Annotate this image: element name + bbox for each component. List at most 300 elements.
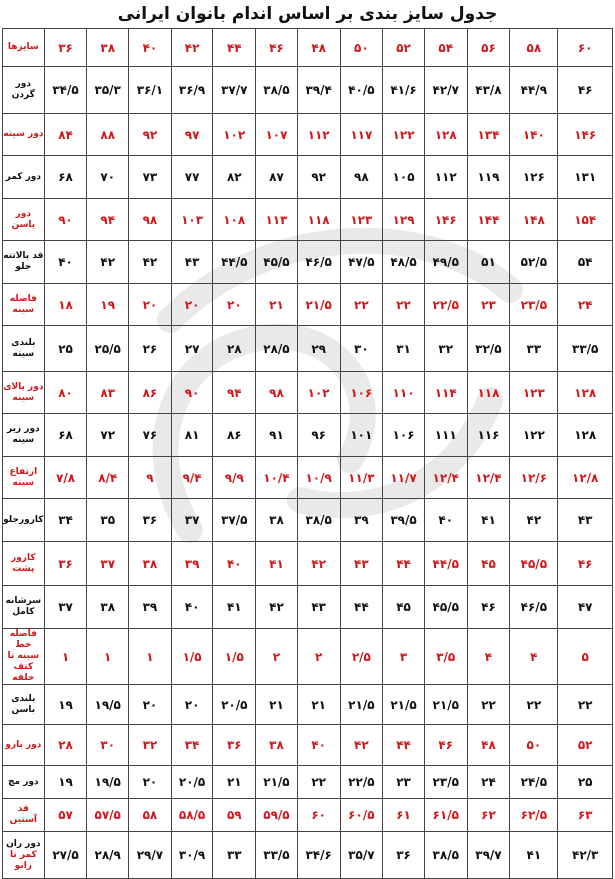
table-cell: ۲۰ [129, 766, 172, 799]
table-cell: ۱ [87, 629, 129, 685]
table-cell: ۴۶ [467, 586, 510, 629]
row-label [3, 457, 45, 499]
table-cell: ۹۸ [256, 372, 298, 414]
table-cell: ۵۹/۵ [256, 799, 298, 832]
table-cell: ۲ [256, 629, 298, 685]
table-cell: ۴۰ [171, 586, 213, 629]
table-cell: ۷۲ [87, 414, 129, 457]
table-cell: ۸۶ [129, 372, 172, 414]
table-cell: ۱۰۷ [256, 114, 298, 156]
table-cell: ۴۸ [467, 725, 510, 766]
table-cell: ۹ [129, 457, 172, 499]
row-label [3, 799, 45, 832]
table-cell: ۵۰ [510, 725, 558, 766]
table-cell: ۴۰ [213, 542, 256, 586]
table-cell: ۱۲۶ [510, 156, 558, 199]
table-cell: ۷۶ [129, 414, 172, 457]
row-label-text: فاصله سینه [9, 293, 37, 315]
table-cell: ۱۱۳ [256, 199, 298, 241]
table-cell: ۳۷ [171, 499, 213, 542]
table-cell: ۶۸ [44, 156, 87, 199]
table-cell: ۲۱/۵ [424, 685, 467, 725]
table-cell: ۳۷/۷ [213, 67, 256, 114]
table-cell: ۲۱ [213, 766, 256, 799]
table-cell: ۳۴/۵ [44, 67, 87, 114]
table-cell: ۳۹/۵ [383, 499, 425, 542]
table-cell: ۹۱ [256, 414, 298, 457]
table-cell: ۴۷ [558, 586, 613, 629]
table-cell: ۴۶/۵ [297, 241, 340, 284]
row-label-text: دور زیر سینه [6, 424, 40, 445]
table-cell: ۲۸ [213, 326, 256, 372]
table-cell: ۲۵/۵ [87, 326, 129, 372]
table-cell: ۳۶/۹ [171, 67, 213, 114]
row-label [3, 414, 45, 457]
table-cell: ۲۸ [44, 725, 87, 766]
table-cell: ۲۲/۵ [424, 284, 467, 326]
row-label [3, 586, 45, 629]
table-cell: ۱۱۹ [467, 156, 510, 199]
table-cell: ۸۷ [256, 156, 298, 199]
table-cell: ۲۰ [171, 685, 213, 725]
table-cell: ۵۹ [213, 799, 256, 832]
table-cell: ۹۴ [87, 199, 129, 241]
table-cell: ۱۴۸ [510, 199, 558, 241]
table-cell: ۱۲/۴ [424, 457, 467, 499]
table-cell: ۶۱/۵ [424, 799, 467, 832]
table-cell: ۴۰ [424, 499, 467, 542]
table-cell: ۴۴ [340, 586, 383, 629]
table-cell: ۴ [467, 629, 510, 685]
table-cell: ۳۴/۶ [297, 832, 340, 879]
row-label-text: دور کمر [5, 171, 42, 182]
row-label [3, 199, 45, 241]
row-label-text: سرشانه کامل [5, 596, 42, 617]
table-row [3, 586, 613, 629]
table-row [3, 326, 613, 372]
table-row [3, 457, 613, 499]
row-label-text: دور ران [6, 838, 41, 849]
table-cell: ۴۵ [467, 542, 510, 586]
table-cell: ۳۵/۷ [340, 832, 383, 879]
table-cell: ۲۳ [467, 284, 510, 326]
table-cell: ۵۴ [558, 241, 613, 284]
table-cell: ۴۰/۵ [340, 67, 383, 114]
table-cell: ۴۶ [424, 725, 467, 766]
row-label [3, 29, 45, 67]
table-cell: ۱۴۴ [467, 199, 510, 241]
table-cell: ۱۰۱ [340, 414, 383, 457]
table-cell: ۱۱۰ [383, 372, 425, 414]
table-cell: ۴۰ [44, 241, 87, 284]
table-cell: ۱۲/۴ [467, 457, 510, 499]
table-cell: ۲۴/۵ [510, 766, 558, 799]
table-cell: ۱/۵ [171, 629, 213, 685]
table-row [3, 766, 613, 799]
table-cell: ۱۱۸ [467, 372, 510, 414]
table-cell: ۴۸/۵ [383, 241, 425, 284]
table-cell: ۳۶ [383, 832, 425, 879]
row-label-text: دور گردن [11, 79, 35, 100]
table-cell: ۲۳/۵ [424, 766, 467, 799]
table-cell: ۱۱۴ [424, 372, 467, 414]
table-cell: ۳۶ [129, 499, 172, 542]
table-cell: ۹۸ [129, 199, 172, 241]
table-cell: ۳۲ [129, 725, 172, 766]
table-row [3, 29, 613, 67]
table-cell: ۳۴ [171, 725, 213, 766]
row-label [3, 725, 45, 766]
table-cell: ۵۶ [467, 29, 510, 67]
table-cell: ۵۰ [340, 29, 383, 67]
row-label [3, 832, 45, 879]
table-cell: ۲۲ [510, 685, 558, 725]
table-cell: ۸۲ [213, 156, 256, 199]
row-label-text: دور سینه [3, 129, 44, 139]
table-cell: ۳۳/۵ [256, 832, 298, 879]
table-cell: ۱۹ [44, 766, 87, 799]
table-cell: ۲۰/۵ [171, 766, 213, 799]
table-cell: ۹۰ [44, 199, 87, 241]
table-cell: ۳۰/۹ [171, 832, 213, 879]
row-label [3, 326, 45, 372]
table-cell: ۳۹/۴ [297, 67, 340, 114]
table-cell: ۲۱ [297, 685, 340, 725]
table-cell: ۳۹ [340, 499, 383, 542]
table-cell: ۴۶ [558, 67, 613, 114]
row-label-text: سایزها [7, 42, 39, 52]
row-label [3, 241, 45, 284]
table-cell: ۲۸/۹ [87, 832, 129, 879]
table-cell: ۳۶ [213, 725, 256, 766]
row-label-text: فاصله خط سینه تا کتف حلقه [7, 629, 40, 683]
table-cell: ۳۴ [44, 499, 87, 542]
table-cell: ۱ [129, 629, 172, 685]
table-cell: ۹۴ [213, 372, 256, 414]
table-cell: ۶۰ [297, 799, 340, 832]
table-cell: ۱۰/۴ [256, 457, 298, 499]
table-cell: ۲۶ [129, 326, 172, 372]
table-row [3, 799, 613, 832]
table-cell: ۳۸/۵ [297, 499, 340, 542]
table-cell: ۳۹ [171, 542, 213, 586]
table-cell: ۷۰ [87, 156, 129, 199]
table-cell: ۹/۴ [171, 457, 213, 499]
table-cell: ۴۵/۵ [256, 241, 298, 284]
table-cell: ۲۱/۵ [256, 766, 298, 799]
table-cell: ۴۲ [171, 29, 213, 67]
table-cell: ۲۹/۷ [129, 832, 172, 879]
table-row [3, 414, 613, 457]
table-cell: ۲/۵ [340, 629, 383, 685]
table-cell: ۱۱۶ [467, 414, 510, 457]
table-cell: ۲۷/۵ [44, 832, 87, 879]
table-cell: ۳۸ [256, 499, 298, 542]
table-cell: ۲۱/۵ [383, 685, 425, 725]
table-cell: ۳۰ [340, 326, 383, 372]
table-cell: ۴۹/۵ [424, 241, 467, 284]
row-label [3, 67, 45, 114]
table-cell: ۲۸/۵ [256, 326, 298, 372]
table-cell: ۲۰ [213, 284, 256, 326]
table-cell: ۵۸ [129, 799, 172, 832]
table-cell: ۲۹ [297, 326, 340, 372]
table-cell: ۵۸/۵ [171, 799, 213, 832]
table-cell: ۳۰ [87, 725, 129, 766]
table-cell: ۱۲۸ [558, 414, 613, 457]
table-cell: ۱۵۴ [558, 199, 613, 241]
table-cell: ۵۷/۵ [87, 799, 129, 832]
table-cell: ۵ [558, 629, 613, 685]
table-cell: ۱۹ [87, 284, 129, 326]
table-cell: ۹/۹ [213, 457, 256, 499]
row-label-text: دور مچ [8, 776, 39, 787]
table-cell: ۱۴۶ [558, 114, 613, 156]
row-label-text: دور بازو [5, 739, 42, 750]
table-cell: ۳۸/۵ [256, 67, 298, 114]
table-cell: ۲۲ [467, 685, 510, 725]
table-row [3, 372, 613, 414]
table-cell: ۴۶ [558, 542, 613, 586]
table-cell: ۱۰۶ [383, 414, 425, 457]
row-label-text: بلندی سینه [11, 337, 36, 359]
table-cell: ۱۱۱ [424, 414, 467, 457]
table-cell: ۴۳ [297, 586, 340, 629]
table-cell: ۳۶/۱ [129, 67, 172, 114]
table-cell: ۴۲ [340, 725, 383, 766]
table-cell: ۳۹ [129, 586, 172, 629]
table-cell: ۱۰/۹ [297, 457, 340, 499]
table-cell: ۱۲/۸ [558, 457, 613, 499]
table-cell: ۴۱ [256, 542, 298, 586]
table-cell: ۴۲/۳ [558, 832, 613, 879]
table-cell: ۳۸ [87, 586, 129, 629]
table-cell: ۲ [297, 629, 340, 685]
table-cell: ۲۴ [558, 284, 613, 326]
row-label-extra: کمر تا زانو [9, 849, 37, 871]
table-cell: ۸۳ [87, 372, 129, 414]
table-cell: ۱۲۳ [510, 372, 558, 414]
table-cell: ۲۱ [256, 284, 298, 326]
table-cell: ۵۲ [558, 725, 613, 766]
table-row [3, 241, 613, 284]
row-label-text: کارور پشت [11, 552, 36, 574]
table-cell: ۸/۴ [87, 457, 129, 499]
table-cell: ۳۷ [44, 586, 87, 629]
table-row [3, 725, 613, 766]
row-label [3, 766, 45, 799]
table-cell: ۴۵/۵ [424, 586, 467, 629]
table-cell: ۳۸ [87, 29, 129, 67]
table-cell: ۳۶ [44, 29, 87, 67]
table-row [3, 114, 613, 156]
table-cell: ۱۰۳ [171, 199, 213, 241]
table-cell: ۳۱ [383, 326, 425, 372]
table-cell: ۲۳/۵ [510, 284, 558, 326]
table-cell: ۹۰ [171, 372, 213, 414]
table-cell: ۴۲ [297, 542, 340, 586]
table-cell: ۶۱ [383, 799, 425, 832]
table-cell: ۵۸ [510, 29, 558, 67]
table-cell: ۳۸ [256, 725, 298, 766]
row-label-text: قد آستین [9, 804, 38, 825]
table-cell: ۲۰ [129, 284, 172, 326]
table-cell: ۴۴ [383, 542, 425, 586]
table-cell: ۴۴ [383, 725, 425, 766]
table-cell: ۲۵ [558, 766, 613, 799]
table-cell: ۴۵ [383, 586, 425, 629]
table-cell: ۷/۸ [44, 457, 87, 499]
table-cell: ۴۶/۵ [510, 586, 558, 629]
table-cell: ۳۹/۷ [467, 832, 510, 879]
table-cell: ۱۰۶ [340, 372, 383, 414]
page-title: جدول سایز بندی بر اساس اندام بانوان ایرانی [117, 4, 498, 24]
table-cell: ۳۵/۳ [87, 67, 129, 114]
table-cell: ۴۱ [510, 832, 558, 879]
table-row [3, 832, 613, 879]
table-cell: ۲۱/۵ [340, 685, 383, 725]
table-cell: ۳۸/۵ [424, 832, 467, 879]
table-cell: ۳ [383, 629, 425, 685]
table-cell: ۲۴ [467, 766, 510, 799]
table-cell: ۵۱ [467, 241, 510, 284]
table-cell: ۴۸ [297, 29, 340, 67]
table-cell: ۱۲۸ [558, 372, 613, 414]
table-cell: ۱/۵ [213, 629, 256, 685]
table-row [3, 67, 613, 114]
table-row [3, 284, 613, 326]
table-cell: ۵۷ [44, 799, 87, 832]
table-cell: ۲۰ [129, 685, 172, 725]
table-cell: ۴۰ [297, 725, 340, 766]
table-cell: ۱۲۸ [424, 114, 467, 156]
table-cell: ۶۸ [44, 414, 87, 457]
table-cell: ۲۲ [340, 284, 383, 326]
row-label [3, 156, 45, 199]
table-cell: ۷۷ [171, 156, 213, 199]
table-cell: ۹۸ [340, 156, 383, 199]
table-cell: ۴۷/۵ [340, 241, 383, 284]
table-cell: ۳۲/۵ [467, 326, 510, 372]
table-cell: ۱۰۲ [297, 372, 340, 414]
table-cell: ۵۲ [383, 29, 425, 67]
table-cell: ۴۵/۵ [510, 542, 558, 586]
table-cell: ۱۱۲ [424, 156, 467, 199]
table-cell: ۶۲ [467, 799, 510, 832]
table-cell: ۱۱/۷ [383, 457, 425, 499]
table-cell: ۱۱۸ [297, 199, 340, 241]
table-cell: ۹۲ [129, 114, 172, 156]
row-label-text: دور بالای سینه [3, 381, 44, 403]
table-cell: ۴ [510, 629, 558, 685]
table-cell: ۸۰ [44, 372, 87, 414]
table-cell: ۶۰/۵ [340, 799, 383, 832]
table-cell: ۴۲ [87, 241, 129, 284]
table-cell: ۴۱ [213, 586, 256, 629]
row-label-text: بلندی باسن [11, 693, 36, 715]
table-cell: ۱۰۸ [213, 199, 256, 241]
table-cell: ۱۲/۶ [510, 457, 558, 499]
table-cell: ۱۱۲ [297, 114, 340, 156]
table-cell: ۲۲/۵ [340, 766, 383, 799]
row-label [3, 629, 45, 685]
table-cell: ۸۴ [44, 114, 87, 156]
row-label-text: قد بالاتنه جلو [3, 251, 44, 272]
table-cell: ۳۳ [213, 832, 256, 879]
table-row [3, 685, 613, 725]
table-cell: ۳۳ [510, 326, 558, 372]
row-label-text: دور باسن [11, 208, 36, 230]
table-cell: ۴۴/۵ [213, 241, 256, 284]
row-label [3, 284, 45, 326]
table-cell: ۱۳۱ [558, 156, 613, 199]
table-cell: ۳۵ [87, 499, 129, 542]
table-cell: ۱۹/۵ [87, 766, 129, 799]
table-cell: ۸۱ [171, 414, 213, 457]
table-cell: ۳۷ [87, 542, 129, 586]
table-cell: ۴۴/۹ [510, 67, 558, 114]
table-cell: ۸۸ [87, 114, 129, 156]
table-cell: ۲۲ [383, 284, 425, 326]
table-cell: ۶۲/۵ [510, 799, 558, 832]
row-label [3, 499, 45, 542]
table-cell: ۱۱۷ [340, 114, 383, 156]
table-cell: ۴۲ [510, 499, 558, 542]
table-cell: ۱۲۲ [383, 114, 425, 156]
row-label [3, 685, 45, 725]
table-cell: ۳۶ [44, 542, 87, 586]
row-label [3, 114, 45, 156]
table-cell: ۲۰/۵ [213, 685, 256, 725]
table-cell: ۳۷/۵ [213, 499, 256, 542]
table-cell: ۵۲/۵ [510, 241, 558, 284]
table-row [3, 629, 613, 685]
table-cell: ۱۹ [44, 685, 87, 725]
table-cell: ۴۲/۷ [424, 67, 467, 114]
table-cell: ۴۳/۸ [467, 67, 510, 114]
table-cell: ۴۳ [340, 542, 383, 586]
table-cell: ۹۷ [171, 114, 213, 156]
table-cell: ۴۰ [129, 29, 172, 67]
table-cell: ۴۴ [213, 29, 256, 67]
table-cell: ۱۲۹ [383, 199, 425, 241]
table-cell: ۱۲۳ [340, 199, 383, 241]
table-row [3, 542, 613, 586]
table-cell: ۶۰ [558, 29, 613, 67]
table-row [3, 499, 613, 542]
table-cell: ۴۶ [256, 29, 298, 67]
table-cell: ۲۱/۵ [297, 284, 340, 326]
table-cell: ۲۰ [171, 284, 213, 326]
table-row [3, 156, 613, 199]
row-label [3, 372, 45, 414]
row-label-text: ارتفاع سینه [9, 466, 38, 488]
table-cell: ۲۷ [171, 326, 213, 372]
table-cell: ۱۰۲ [213, 114, 256, 156]
table-cell: ۴۳ [171, 241, 213, 284]
table-cell: ۱۴۶ [424, 199, 467, 241]
table-cell: ۴۳ [558, 499, 613, 542]
table-cell: ۳۲ [424, 326, 467, 372]
table-cell: ۱۱/۳ [340, 457, 383, 499]
table-cell: ۳/۵ [424, 629, 467, 685]
table-cell: ۵۴ [424, 29, 467, 67]
table-cell: ۴۱/۶ [383, 67, 425, 114]
table-cell: ۴۱ [467, 499, 510, 542]
table-cell: ۲۵ [44, 326, 87, 372]
table-cell: ۱۴۰ [510, 114, 558, 156]
table-cell: ۴۲ [129, 241, 172, 284]
